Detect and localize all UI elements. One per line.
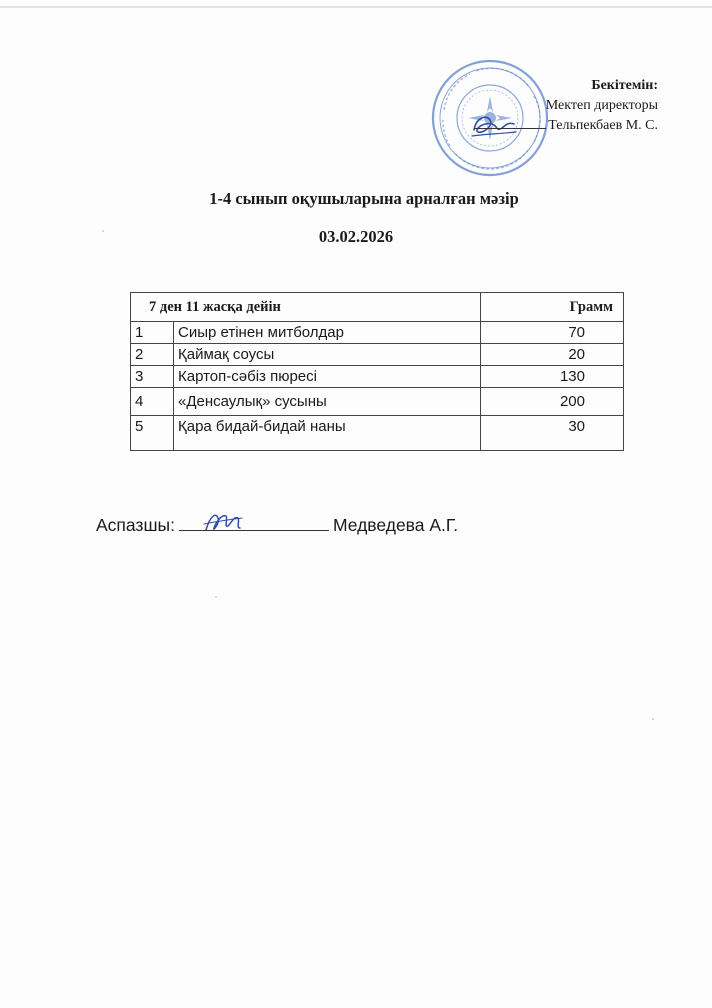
approval-signature-line [474, 128, 546, 129]
table-row [131, 388, 624, 416]
table-row [131, 416, 624, 451]
grams-header: Грамм [481, 293, 624, 322]
age-header: 7 ден 11 жасқа дейін [131, 293, 481, 322]
row-number: 5 [131, 416, 174, 451]
approval-label: Бекітемін: [591, 78, 658, 93]
table-header-row [131, 293, 624, 322]
dish-name: Сиыр етінен митболдар [174, 322, 481, 344]
cook-label: Аспазшы: [96, 515, 175, 535]
approval-position: Мектеп директоры [545, 98, 658, 113]
dish-name: Қара бидай-бидай наны [174, 416, 481, 451]
approval-name: Тельпекбаев М. С. [548, 118, 658, 133]
row-number: 4 [131, 388, 174, 416]
menu-date: 03.02.2026 [318, 227, 394, 246]
dish-name: «Денсаулық» сусыны [174, 388, 481, 416]
dish-name: Картоп-сәбіз пюресі [174, 366, 481, 388]
dish-name: Қаймақ соусы [174, 344, 481, 366]
dish-grams: 20 [481, 344, 624, 366]
approval-block [474, 76, 658, 136]
scan-speck [102, 230, 104, 232]
scan-speck [215, 596, 217, 598]
dish-grams: 30 [481, 416, 624, 451]
cook-signature-line [96, 515, 458, 536]
cook-name: Медведева А.Г. [332, 515, 459, 535]
dish-grams: 130 [481, 366, 624, 388]
scan-edge [0, 6, 712, 8]
row-number: 2 [131, 344, 174, 366]
scan-speck [652, 718, 654, 720]
row-number: 1 [131, 322, 174, 344]
cook-underline [179, 516, 329, 531]
dish-grams: 200 [481, 388, 624, 416]
table-row [131, 344, 624, 366]
table-row [131, 366, 624, 388]
table-row [131, 322, 624, 344]
row-number: 3 [131, 366, 174, 388]
dish-grams: 70 [481, 322, 624, 344]
menu-table [130, 292, 624, 451]
menu-title: 1-4 сынып оқушыларына арналған мәзір [209, 189, 519, 208]
